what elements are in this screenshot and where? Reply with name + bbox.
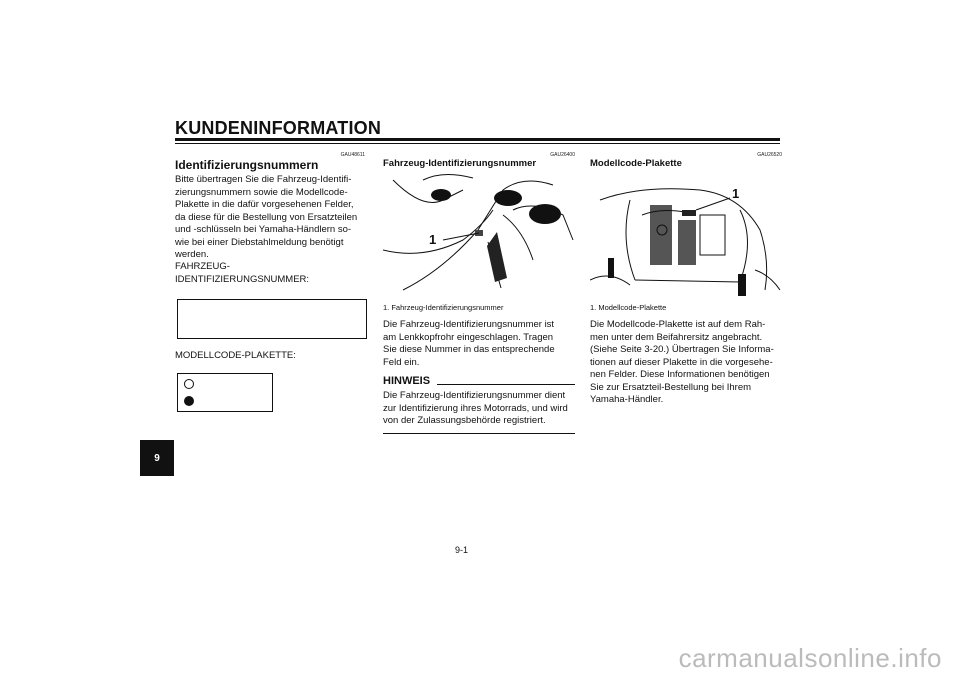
note-rule-bottom: [383, 433, 575, 434]
note-rule-top: [437, 384, 575, 385]
section-code: GAU48611: [340, 152, 365, 158]
section-body-text: Die Modellcode-Plakette ist auf dem Rah- men unter dem Beifahrersitz angebracht. (Siehe Seite 3-20.) Übertragen Sie Informa- tionen auf dieser Plakette in die vorgesehe- nen Felder. Diese Informationen benötigen Sie zur Ersatzteil-Bestellung bei Ihrem Yamaha-Händler.: [590, 319, 774, 405]
page-title: KUNDENINFORMATION: [175, 118, 382, 138]
circle-filled-icon: [184, 396, 194, 406]
callout-number: 1: [732, 186, 740, 201]
note-heading: HINWEIS: [383, 375, 431, 387]
section-title-identifizierungsnummern: Identifizierungsnummern: [175, 158, 319, 172]
note-text: Die Fahrzeug-Identifizierungsnummer dient zur Identifizierung ihres Motorrads, und wird von der Zulassungsbehörde registriert.: [383, 390, 568, 426]
page-number: 9-1: [455, 545, 469, 555]
vin-entry-box[interactable]: [177, 299, 367, 339]
figure-caption: 1. Fahrzeug-Identifizierungsnummer: [383, 303, 504, 312]
model-code-label: MODELLCODE-PLAKETTE:: [175, 350, 296, 361]
section-title-fahrzeug-id: Fahrzeug-Identifizierungsnummer: [383, 158, 537, 169]
seat-area-illustration: [590, 170, 782, 298]
section-code: GAU26400: [550, 152, 575, 158]
watermark: carmanualsonline.info: [678, 643, 942, 673]
header-rule-thin: [175, 143, 780, 144]
steering-head-illustration: [383, 170, 575, 298]
chapter-tab: 9: [140, 440, 174, 476]
circle-outline-icon: [184, 379, 194, 389]
section-body-text: Die Fahrzeug-Identifizierungsnummer ist am Lenkkopfrohr eingeschlagen. Tragen Sie diese Nummer in das entsprechende Feld ein.: [383, 319, 555, 368]
section-code: GAU26520: [757, 152, 782, 158]
section-title-modellcode: Modellcode-Plakette: [590, 158, 682, 169]
model-code-entry-box[interactable]: [177, 373, 273, 412]
callout-number: 1: [429, 232, 437, 247]
vin-label: FAHRZEUG- IDENTIFIZIERUNGSNUMMER:: [175, 261, 310, 285]
section-body-text: Bitte übertragen Sie die Fahrzeug-Identifi- zierungsnummern sowie die Modellcode- Plakette in die dafür vorgesehenen Felder, da diese für die Bestellung von Ersatzteilen und -schlüsseln bei Yamaha-Händlern so- wie bei einer Diebstahlmeldung benötigt werden.: [175, 174, 358, 260]
figure-caption: 1. Modellcode-Plakette: [590, 303, 667, 312]
header-rule-thick: [175, 138, 780, 141]
